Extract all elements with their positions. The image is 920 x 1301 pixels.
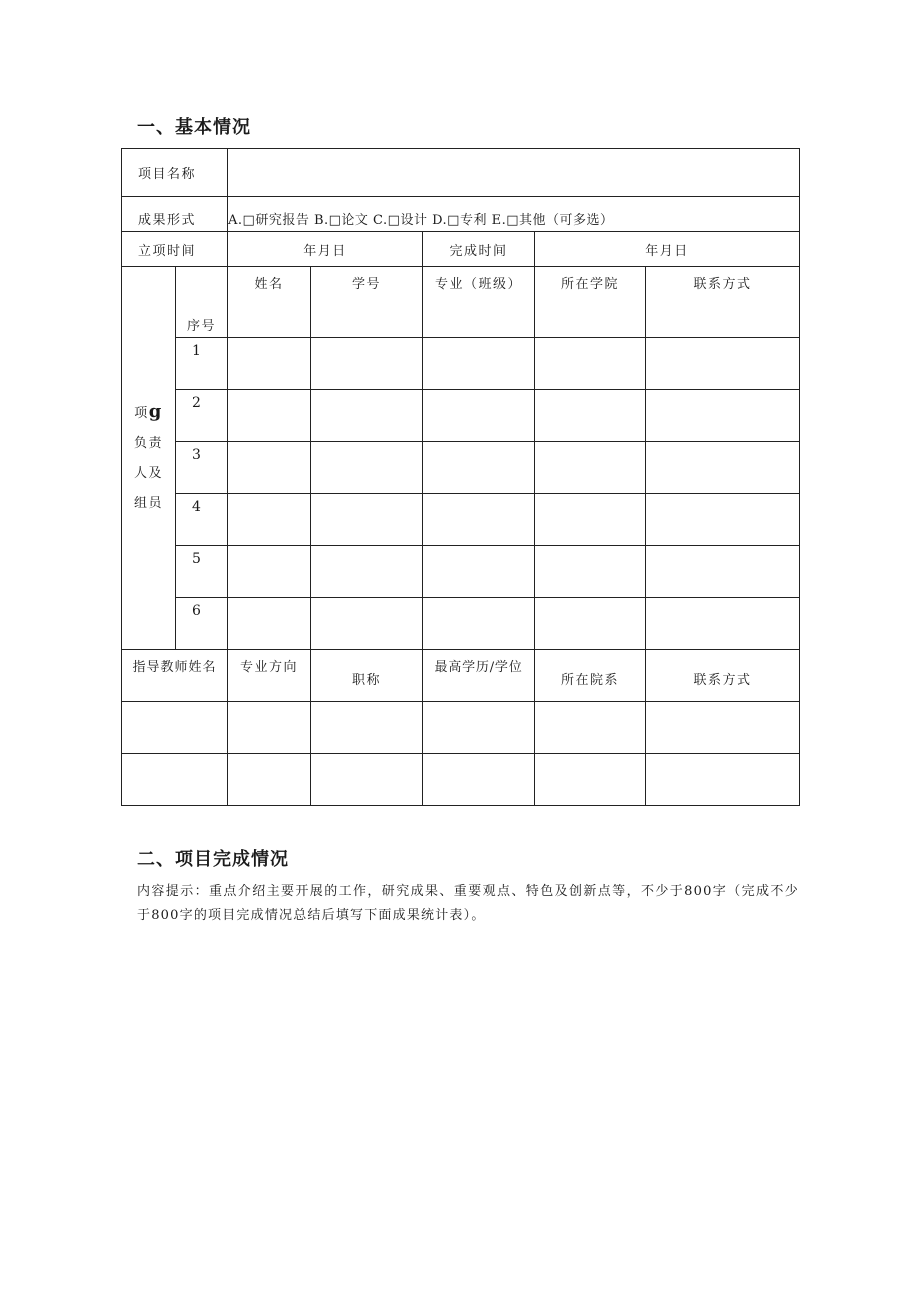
member-row xyxy=(122,598,800,650)
time-row xyxy=(122,232,800,267)
members-label-line3: 人及 xyxy=(133,466,163,481)
member-major-cell[interactable] xyxy=(423,338,535,390)
member-college-cell[interactable] xyxy=(535,338,646,390)
teacher-header-degree: 最高学历/学位 xyxy=(423,650,535,702)
teacher-degree-cell[interactable] xyxy=(423,702,535,754)
result-form-row xyxy=(122,197,800,232)
member-contact-cell[interactable] xyxy=(646,494,800,546)
member-name-cell[interactable] xyxy=(228,442,311,494)
header-seq: 序号 xyxy=(176,267,228,338)
teacher-contact-cell[interactable] xyxy=(646,754,800,806)
header-major: 专业（班级） xyxy=(423,267,535,338)
section-1-title: 一、基本情况 xyxy=(137,117,251,138)
result-form-label: 成果形式 xyxy=(122,197,228,232)
members-label-line2: 负责 xyxy=(133,436,163,451)
section-2-title: 二、项目完成情况 xyxy=(137,849,289,870)
member-college-cell[interactable] xyxy=(535,442,646,494)
members-label-line4: 组员 xyxy=(133,496,163,511)
teacher-direction-cell[interactable] xyxy=(228,754,311,806)
member-row xyxy=(122,390,800,442)
member-contact-cell[interactable] xyxy=(646,546,800,598)
member-contact-cell[interactable] xyxy=(646,338,800,390)
member-name-cell[interactable] xyxy=(228,338,311,390)
header-student-id: 学号 xyxy=(311,267,423,338)
member-college-cell[interactable] xyxy=(535,598,646,650)
member-seq: 2 xyxy=(176,390,228,442)
teacher-title-cell[interactable] xyxy=(311,702,423,754)
header-contact: 联系方式 xyxy=(646,267,800,338)
members-group-label xyxy=(122,267,176,650)
end-time-value[interactable]: 年月日 xyxy=(535,232,800,267)
member-row xyxy=(122,338,800,390)
member-major-cell[interactable] xyxy=(423,598,535,650)
teacher-title-cell[interactable] xyxy=(311,754,423,806)
teacher-name-cell[interactable] xyxy=(122,702,228,754)
member-id-cell[interactable] xyxy=(311,546,423,598)
content-hint: 内容提示：重点介绍主要开展的工作，研究成果、重要观点、特色及创新点等，不少于800字（完成不少于800字的项目完成情况总结后填写下面成果统计表）。 xyxy=(137,884,799,923)
member-seq: 6 xyxy=(176,598,228,650)
member-id-cell[interactable] xyxy=(311,390,423,442)
member-major-cell[interactable] xyxy=(423,494,535,546)
project-name-row xyxy=(122,149,800,197)
teacher-header-direction: 专业方向 xyxy=(228,650,311,702)
member-seq: 3 xyxy=(176,442,228,494)
member-college-cell[interactable] xyxy=(535,390,646,442)
result-form-options[interactable]: A.□研究报告 B.□论文 C.□设计 D.□专利 E.□其他（可多选） xyxy=(228,197,800,232)
start-time-label: 立项时间 xyxy=(122,232,228,267)
basic-info-table xyxy=(121,148,800,806)
member-name-cell[interactable] xyxy=(228,546,311,598)
member-id-cell[interactable] xyxy=(311,442,423,494)
member-seq: 1 xyxy=(176,338,228,390)
teacher-header-contact: 联系方式 xyxy=(646,650,800,702)
member-major-cell[interactable] xyxy=(423,442,535,494)
teacher-header-name: 指导教师姓名 xyxy=(122,650,228,702)
member-name-cell[interactable] xyxy=(228,494,311,546)
member-college-cell[interactable] xyxy=(535,546,646,598)
member-header-row xyxy=(122,267,800,338)
teacher-name-cell[interactable] xyxy=(122,754,228,806)
header-college: 所在学院 xyxy=(535,267,646,338)
member-contact-cell[interactable] xyxy=(646,390,800,442)
header-name: 姓名 xyxy=(228,267,311,338)
teacher-header-title: 职称 xyxy=(311,650,423,702)
teacher-direction-cell[interactable] xyxy=(228,702,311,754)
member-row xyxy=(122,494,800,546)
member-row xyxy=(122,546,800,598)
member-id-cell[interactable] xyxy=(311,598,423,650)
member-seq: 4 xyxy=(176,494,228,546)
members-label-line1: 项g xyxy=(134,401,163,422)
member-row xyxy=(122,442,800,494)
member-id-cell[interactable] xyxy=(311,338,423,390)
teacher-department-cell[interactable] xyxy=(535,754,646,806)
end-time-label: 完成时间 xyxy=(423,232,535,267)
member-seq: 5 xyxy=(176,546,228,598)
project-name-field[interactable] xyxy=(228,149,800,197)
member-college-cell[interactable] xyxy=(535,494,646,546)
member-name-cell[interactable] xyxy=(228,390,311,442)
teacher-header-row xyxy=(122,650,800,702)
member-name-cell[interactable] xyxy=(228,598,311,650)
project-name-label: 项目名称 xyxy=(122,149,228,197)
teacher-contact-cell[interactable] xyxy=(646,702,800,754)
teacher-department-cell[interactable] xyxy=(535,702,646,754)
member-major-cell[interactable] xyxy=(423,390,535,442)
teacher-row xyxy=(122,702,800,754)
member-contact-cell[interactable] xyxy=(646,598,800,650)
member-contact-cell[interactable] xyxy=(646,442,800,494)
start-time-value[interactable]: 年月日 xyxy=(228,232,423,267)
teacher-degree-cell[interactable] xyxy=(423,754,535,806)
member-major-cell[interactable] xyxy=(423,546,535,598)
teacher-header-department: 所在院系 xyxy=(535,650,646,702)
member-id-cell[interactable] xyxy=(311,494,423,546)
teacher-row xyxy=(122,754,800,806)
